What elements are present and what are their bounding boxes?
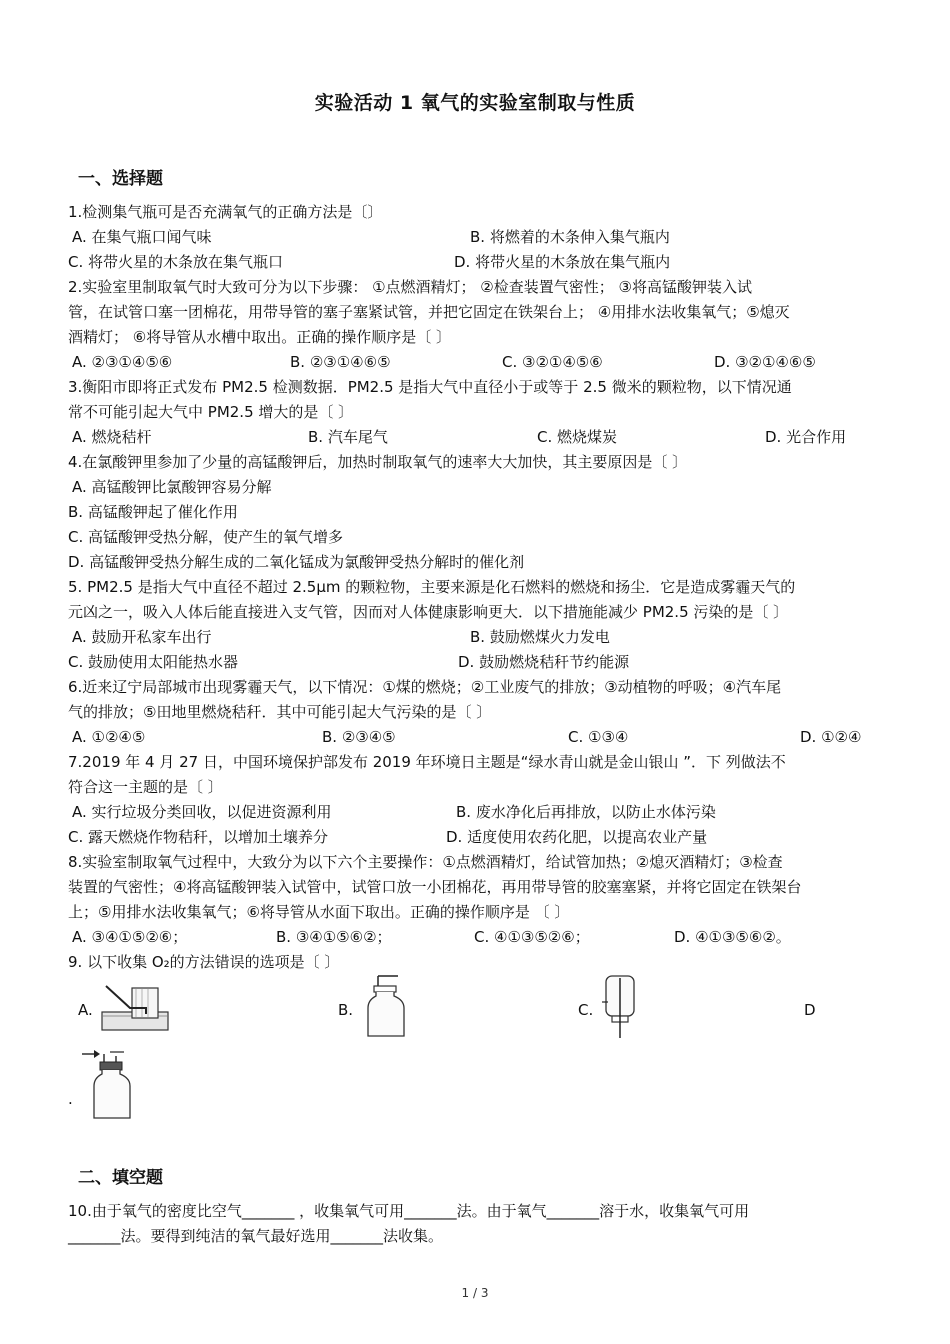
question-9-label-b: B. — [338, 1001, 354, 1019]
question-3-option-d: D. 光合作用 — [765, 428, 847, 446]
page-number: 1 / 3 — [461, 1286, 489, 1300]
question-2-line-3: 酒精灯； ⑥将导管从水槽中取出。正确的操作顺序是〔 〕 — [68, 328, 451, 346]
question-1-stem: 1.检测集气瓶可是否充满氧气的正确方法是〔〕 — [68, 203, 383, 221]
question-2-option-a: A. ②③①④⑤⑥ — [72, 353, 173, 371]
question-2-line-1: 2.实验室里制取氧气时大致可分为以下步骤： ①点燃酒精灯； ②检查装置气密性； ③将高锰酸钾装入试 — [68, 278, 752, 296]
figure-b-gas-bottle-icon — [364, 974, 410, 1040]
question-3-line-2: 常不可能引起大气中 PM2.5 增大的是〔 〕 — [68, 403, 354, 421]
question-2-line-2: 管，在试管口塞一团棉花，用带导管的塞子塞紧试管，并把它固定在铁架台上； ④用排水法收集氧气；⑤熄灭 — [68, 303, 790, 321]
question-9-label-c: C. — [578, 1001, 594, 1019]
question-2-option-b: B. ②③①④⑥⑤ — [290, 353, 391, 371]
question-7-option-c: C. 露天燃烧作物秸秆，以增加土壤养分 — [68, 828, 329, 846]
question-7-option-a: A. 实行垃圾分类回收，以促进资源利用 — [72, 803, 332, 821]
question-8-line-2: 装置的气密性；④将高锰酸钾装入试管中，试管口放一小团棉花，再用带导管的胶塞塞紧，并将它固定在铁架台 — [68, 878, 802, 896]
question-4-option-a: A. 高锰酸钾比氯酸钾容易分解 — [72, 478, 272, 496]
question-7-option-b: B. 废水净化后再排放，以防止水体污染 — [456, 803, 716, 821]
question-8-option-d: D. ④①③⑤⑥②。 — [674, 928, 791, 946]
question-5-line-2: 元凶之一，吸入人体后能直接进入支气管，因而对人体健康影响更大．以下措施能减少 PM2.5 污染的是〔 〕 — [68, 603, 789, 621]
question-8-line-1: 8.实验室制取氧气过程中，大致分为以下六个主要操作：①点燃酒精灯，给试管加热；②熄灭酒精灯；③检查 — [68, 853, 783, 871]
question-1-option-a: A. 在集气瓶口闻气味 — [72, 228, 212, 246]
question-7-line-2: 符合这一主题的是〔 〕 — [68, 778, 223, 796]
question-1-option-b: B. 将燃着的木条伸入集气瓶内 — [470, 228, 670, 246]
question-6-option-d: D. ①②④ — [800, 728, 862, 746]
question-7-option-d: D. 适度使用农药化肥，以提高农业产量 — [446, 828, 708, 846]
question-3-option-b: B. 汽车尾气 — [308, 428, 388, 446]
question-5-option-b: B. 鼓励燃煤火力发电 — [470, 628, 610, 646]
figure-a-water-displacement-icon — [100, 982, 172, 1032]
question-5-option-c: C. 鼓励使用太阳能热水器 — [68, 653, 239, 671]
question-6-option-c: C. ①③④ — [568, 728, 629, 746]
question-8-option-b: B. ③④①⑤⑥②； — [276, 928, 392, 946]
question-6-line-2: 气的排放；⑤田地里燃烧秸秆．其中可能引起大气污染的是〔 〕 — [68, 703, 492, 721]
question-4-option-b: B. 高锰酸钾起了催化作用 — [68, 503, 238, 521]
question-8-line-3: 上；⑤用排水法收集氧气；⑥将导管从水面下取出。正确的操作顺序是 〔 〕 — [68, 903, 570, 921]
question-10-line-1: 10.由于氧气的密度比空气_______ ，收集氧气可用_______法。由于氧气_______溶于水，收集氧气可用 — [68, 1202, 750, 1220]
figure-c-inverted-bottle-icon — [598, 972, 644, 1042]
question-5-option-a: A. 鼓励开私家车出行 — [72, 628, 212, 646]
question-9-label-dot: . — [68, 1090, 73, 1108]
question-10-line-2: _______法。要得到纯洁的氧气最好选用_______法收集。 — [68, 1227, 444, 1245]
question-4-option-c: C. 高锰酸钾受热分解，使产生的氧气增多 — [68, 528, 344, 546]
section-heading-fill: 二、填空题 — [78, 1168, 163, 1188]
question-2-option-c: C. ③②①④⑤⑥ — [502, 353, 603, 371]
page-title: 实验活动 1 氧气的实验室制取与性质 — [314, 92, 636, 114]
question-6-line-1: 6.近来辽宁局部城市出现雾霾天气，以下情况：①煤的燃烧；②工业废气的排放；③动植物的呼吸；④汽车尾 — [68, 678, 782, 696]
question-9-label-d: D — [804, 1001, 816, 1019]
question-4-stem: 4.在氯酸钾里参加了少量的高锰酸钾后，加热时制取氧气的速率大大加快，其主要原因是〔 〕 — [68, 453, 688, 471]
question-2-option-d: D. ③②①④⑥⑤ — [714, 353, 816, 371]
figure-d-arrow-bottle-icon — [80, 1048, 144, 1122]
question-9-stem: 9. 以下收集 O₂的方法错误的选项是〔 〕 — [68, 953, 340, 971]
question-8-option-a: A. ③④①⑤②⑥； — [72, 928, 188, 946]
question-7-line-1: 7.2019 年 4 月 27 日，中国环境保护部发布 2019 年环境日主题是“绿水青山就是金山银山 ”．下 列做法不 — [68, 753, 786, 771]
question-8-option-c: C. ④①③⑤②⑥； — [474, 928, 590, 946]
section-heading-choice: 一、选择题 — [78, 169, 163, 189]
question-3-line-1: 3.衡阳市即将正式发布 PM2.5 检测数据．PM2.5 是指大气中直径小于或等于 2.5 微米的颗粒物，以下情况通 — [68, 378, 792, 396]
question-6-option-a: A. ①②④⑤ — [72, 728, 146, 746]
question-3-option-a: A. 燃烧秸杆 — [72, 428, 152, 446]
question-3-option-c: C. 燃烧煤炭 — [537, 428, 618, 446]
question-5-line-1: 5. PM2.5 是指大气中直径不超过 2.5μm 的颗粒物，主要来源是化石燃料的燃烧和扬尘．它是造成雾霾天气的 — [68, 578, 796, 596]
question-1-option-c: C. 将带火星的木条放在集气瓶口 — [68, 253, 284, 271]
question-6-option-b: B. ②③④⑤ — [322, 728, 396, 746]
question-4-option-d: D. 高锰酸钾受热分解生成的二氧化锰成为氯酸钾受热分解时的催化剂 — [68, 553, 525, 571]
question-1-option-d: D. 将带火星的木条放在集气瓶内 — [454, 253, 671, 271]
question-9-label-a: A. — [78, 1001, 93, 1019]
question-5-option-d: D. 鼓励燃烧秸秆节约能源 — [458, 653, 630, 671]
